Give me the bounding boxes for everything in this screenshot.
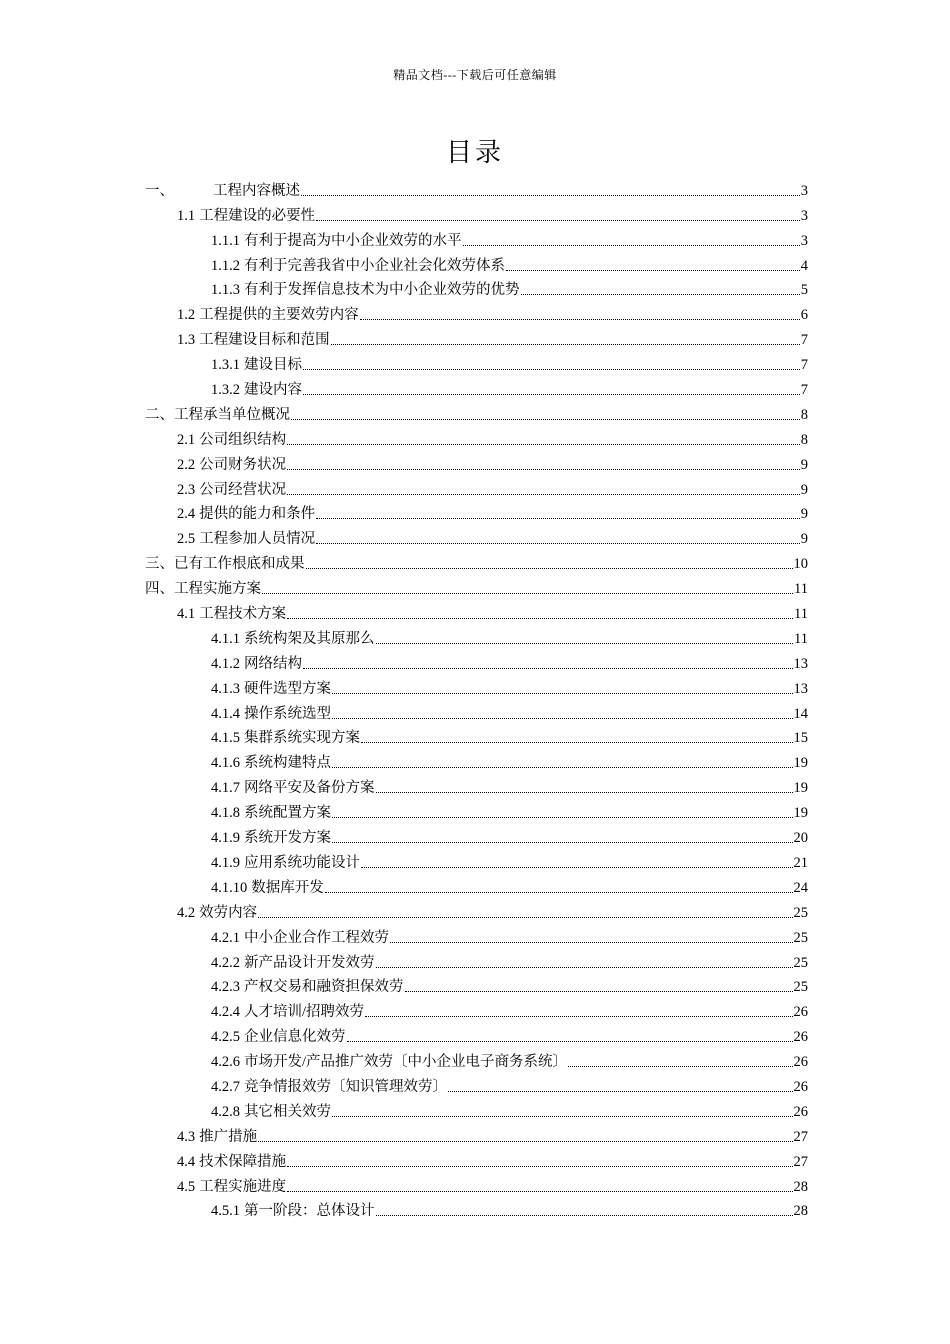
toc-entry[interactable]: [145, 648, 808, 673]
toc-dot-leader: [287, 1166, 792, 1167]
toc-entry-number: 2.5: [177, 531, 196, 548]
toc-dot-leader: [258, 1141, 792, 1142]
toc-dot-leader: [332, 693, 793, 694]
toc-entry-page: 13: [793, 655, 808, 672]
toc-entry-number: 1.1.3: [211, 282, 240, 299]
toc-entry[interactable]: [145, 897, 808, 922]
toc-entry-page: 4: [800, 257, 808, 274]
toc-entry-title: 有利于发挥信息技术为中小企业效劳的优势: [244, 282, 520, 299]
toc-entry[interactable]: [145, 250, 808, 275]
toc-entry[interactable]: [145, 698, 808, 723]
toc-entry-number: 4.2.4: [211, 1004, 240, 1021]
toc-entry[interactable]: [145, 1171, 808, 1196]
toc-entry[interactable]: [145, 747, 808, 772]
toc-entry-number: 4.1: [177, 606, 196, 623]
toc-entry[interactable]: [145, 200, 808, 225]
toc-entry-number: 4.1.3: [211, 680, 240, 697]
toc-entry-page: 14: [793, 705, 808, 722]
toc-entry-page: 9: [800, 506, 808, 523]
toc-entry-number: 1.3: [177, 332, 196, 349]
toc-entry-title: 工程实施进度: [199, 1178, 287, 1195]
toc-entry[interactable]: [145, 996, 808, 1021]
toc-entry-page: 26: [793, 1103, 808, 1120]
toc-dot-leader: [360, 319, 800, 320]
toc-entry-number: 1.1: [177, 207, 196, 224]
toc-entry[interactable]: [145, 847, 808, 872]
toc-entry-number: 2.1: [177, 431, 196, 448]
toc-dot-leader: [301, 195, 800, 196]
toc-entry[interactable]: [145, 225, 808, 250]
toc-entry-number: 二、: [145, 406, 174, 423]
toc-entry-title: 工程建设的必要性: [199, 207, 316, 224]
toc-entry[interactable]: [145, 922, 808, 947]
toc-entry[interactable]: [145, 474, 808, 499]
toc-entry-page: 7: [800, 382, 808, 399]
toc-entry[interactable]: [145, 523, 808, 548]
toc-entry-title: 中小企业合作工程效劳: [244, 929, 389, 946]
toc-entry[interactable]: [145, 573, 808, 598]
toc-entry-page: 28: [793, 1178, 808, 1195]
toc-entry-page: 9: [800, 481, 808, 498]
toc-entry-page: 25: [793, 954, 808, 971]
toc-entry-title: 竞争情报效劳〔知识管理效劳〕: [244, 1078, 447, 1095]
toc-entry-page: 27: [793, 1128, 808, 1145]
toc-entry-page: 10: [793, 556, 808, 573]
toc-entry-page: 19: [793, 755, 808, 772]
toc-entry-title: 公司经营状况: [199, 481, 287, 498]
toc-entry-page: 25: [793, 904, 808, 921]
toc-entry-title: 新产品设计开发效劳: [244, 954, 375, 971]
toc-entry-number: 1.1.1: [211, 232, 240, 249]
toc-dot-leader: [325, 892, 793, 893]
toc-entry-page: 11: [794, 606, 808, 623]
toc-dot-leader: [287, 444, 800, 445]
toc-entry-title: 数据库开发: [251, 879, 324, 896]
toc-entry-page: 3: [800, 207, 808, 224]
toc-dot-leader: [287, 469, 800, 470]
toc-entry-number: 4.2.5: [211, 1029, 240, 1046]
toc-entry-page: 19: [793, 780, 808, 797]
toc-entry-page: 3: [800, 232, 808, 249]
toc-entry[interactable]: [145, 324, 808, 349]
toc-entry-number: 4.1.1: [211, 630, 240, 647]
toc-entry-page: 9: [800, 456, 808, 473]
toc-entry-page: 28: [793, 1203, 808, 1220]
toc-entry-title: 工程承当单位概况: [174, 406, 290, 423]
toc-entry-title: 建设内容: [244, 382, 302, 399]
toc-entry-number: 4.5.1: [211, 1203, 240, 1220]
toc-entry-number: 4.1.2: [211, 655, 240, 672]
toc-entry-page: 9: [800, 531, 808, 548]
toc-entry[interactable]: [145, 872, 808, 897]
toc-entry[interactable]: [145, 374, 808, 399]
toc-entry-page: 21: [793, 854, 808, 871]
toc-dot-leader: [390, 942, 793, 943]
toc-entry-title: 其它相关效劳: [244, 1103, 331, 1120]
toc-entry[interactable]: [145, 797, 808, 822]
toc-entry-number: 4.1.5: [211, 730, 240, 747]
toc-dot-leader: [316, 518, 800, 519]
toc-entry[interactable]: [145, 349, 808, 374]
toc-entry-number: 4.2.3: [211, 979, 240, 996]
toc-entry-page: 24: [793, 879, 808, 896]
toc-entry-page: 7: [800, 357, 808, 374]
toc-dot-leader: [291, 419, 800, 420]
toc-entry-number: 4.1.9: [211, 854, 240, 871]
toc-entry[interactable]: [145, 299, 808, 324]
toc-entry[interactable]: [145, 623, 808, 648]
toc-entry-title: 系统构架及其原那么: [244, 630, 375, 647]
toc-entry[interactable]: [145, 598, 808, 623]
toc-entry-title: 提供的能力和条件: [199, 506, 316, 523]
toc-dot-leader: [316, 220, 800, 221]
toc-entry-page: 26: [793, 1004, 808, 1021]
toc-entry-title: 第一阶段：总体设计: [244, 1203, 375, 1220]
toc-entry-title: 应用系统功能设计: [244, 854, 360, 871]
toc-entry-number: 4.1.10: [211, 879, 248, 896]
toc-dot-leader: [361, 867, 793, 868]
toc-entry-title: 工程参加人员情况: [199, 531, 316, 548]
toc-entry-title: 系统构建特点: [244, 755, 331, 772]
toc-entry-title: 工程技术方案: [199, 606, 287, 623]
toc-dot-leader: [331, 344, 800, 345]
toc-entry[interactable]: [145, 175, 808, 200]
toc-dot-leader: [376, 967, 793, 968]
toc-entry-title: 市场开发/产品推广效劳〔中小企业电子商务系统〕: [244, 1054, 568, 1071]
toc-entry[interactable]: [145, 947, 808, 972]
toc-dot-leader: [303, 668, 793, 669]
toc-dot-leader: [332, 842, 793, 843]
toc-entry-title: 网络平安及备份方案: [244, 780, 375, 797]
toc-entry-number: 一、: [145, 182, 174, 199]
toc-entry-title: 公司组织结构: [199, 431, 287, 448]
toc-entry-page: 3: [800, 182, 808, 199]
toc-dot-leader: [568, 1066, 792, 1067]
page-header: 精品文档---下载后可任意编辑: [393, 68, 557, 82]
toc-entry-number: 2.3: [177, 481, 196, 498]
toc-entry[interactable]: [145, 548, 808, 573]
toc-dot-leader: [405, 991, 793, 992]
toc-dot-leader: [287, 618, 793, 619]
toc-entry-page: 13: [793, 680, 808, 697]
toc-entry[interactable]: [145, 1071, 808, 1096]
toc-entry-title: 已有工作根底和成果: [174, 556, 305, 573]
toc-dot-leader: [521, 294, 800, 295]
toc-dot-leader: [332, 718, 793, 719]
toc-entry-page: 20: [793, 830, 808, 847]
toc-entry[interactable]: [145, 1121, 808, 1146]
toc-dot-leader: [332, 1116, 793, 1117]
toc-dot-leader: [448, 1091, 793, 1092]
toc-entry-page: 26: [793, 1054, 808, 1071]
toc-entry-title: 工程建设目标和范围: [199, 332, 330, 349]
toc-entry-number: 4.2.6: [211, 1054, 240, 1071]
toc-entry-title: 效劳内容: [199, 904, 258, 921]
toc-entry-title: 产权交易和融资担保效劳: [244, 979, 404, 996]
toc-entry-number: 2.2: [177, 456, 196, 473]
toc-entry-number: 4.4: [177, 1153, 196, 1170]
toc-dot-leader: [303, 394, 800, 395]
toc-entry-number: 4.1.8: [211, 805, 240, 822]
toc-dot-leader: [262, 593, 793, 594]
toc-entry-page: 5: [800, 282, 808, 299]
toc-entry-page: 25: [793, 929, 808, 946]
toc-dot-leader: [376, 1215, 793, 1216]
toc-dot-leader: [332, 767, 793, 768]
toc-entry-number: 4.2.7: [211, 1078, 240, 1095]
toc-entry-number: 4.1.9: [211, 830, 240, 847]
toc-entry[interactable]: [145, 723, 808, 748]
toc-dot-leader: [332, 817, 793, 818]
toc-entry-number: 4.1.6: [211, 755, 240, 772]
toc-entry-number: 4.2: [177, 904, 196, 921]
toc-dot-leader: [258, 917, 792, 918]
toc-entry-page: 25: [793, 979, 808, 996]
toc-entry-number: 四、: [145, 581, 174, 598]
toc-dot-leader: [316, 543, 800, 544]
toc-entry[interactable]: [145, 1021, 808, 1046]
toc-entry-number: 三、: [145, 556, 174, 573]
toc-entry[interactable]: [145, 1146, 808, 1171]
toc-entry[interactable]: [145, 399, 808, 424]
toc-entry[interactable]: [145, 673, 808, 698]
toc-entry-title: 硬件选型方案: [244, 680, 331, 697]
toc-dot-leader: [361, 742, 793, 743]
toc-entry-number: 4.3: [177, 1128, 196, 1145]
toc-entry-title: 系统开发方案: [244, 830, 331, 847]
toc-entry[interactable]: [145, 275, 808, 300]
toc-dot-leader: [376, 792, 793, 793]
toc-entry-number: 4.2.1: [211, 929, 240, 946]
toc-entry-number: 1.3.2: [211, 382, 240, 399]
toc-entry-page: 11: [794, 581, 808, 598]
table-of-contents: [145, 175, 808, 1220]
toc-entry-number: 1.1.2: [211, 257, 240, 274]
toc-dot-leader: [306, 568, 793, 569]
toc-entry-page: 11: [794, 630, 808, 647]
toc-entry-number: 1.3.1: [211, 357, 240, 374]
toc-entry-title: 工程实施方案: [174, 581, 261, 598]
toc-entry-title: 集群系统实现方案: [244, 730, 360, 747]
toc-dot-leader: [365, 1016, 792, 1017]
toc-entry[interactable]: [145, 772, 808, 797]
toc-entry-page: 26: [793, 1029, 808, 1046]
toc-entry[interactable]: [145, 499, 808, 524]
toc-entry-title: 网络结构: [244, 655, 302, 672]
toc-entry[interactable]: [145, 449, 808, 474]
toc-entry[interactable]: [145, 822, 808, 847]
toc-entry-title: 操作系统选型: [244, 705, 331, 722]
toc-entry-number: 4.2.8: [211, 1103, 240, 1120]
toc-dot-leader: [506, 270, 800, 271]
toc-entry-page: 8: [800, 431, 808, 448]
toc-entry[interactable]: [145, 424, 808, 449]
toc-entry-page: 8: [800, 406, 808, 423]
toc-entry-title: 工程内容概述: [213, 182, 300, 199]
toc-entry-page: 15: [793, 730, 808, 747]
toc-entry-page: 27: [793, 1153, 808, 1170]
toc-entry-title: 推广措施: [199, 1128, 258, 1145]
toc-entry[interactable]: [145, 1096, 808, 1121]
toc-dot-leader: [376, 643, 794, 644]
toc-entry-title: 系统配置方案: [244, 805, 331, 822]
toc-entry-title: 技术保障措施: [199, 1153, 287, 1170]
toc-entry-title: 工程提供的主要效劳内容: [199, 307, 359, 324]
toc-entry[interactable]: [145, 972, 808, 997]
toc-entry-number: 4.1.4: [211, 705, 240, 722]
toc-dot-leader: [463, 245, 800, 246]
toc-entry-title: 企业信息化效劳: [244, 1029, 346, 1046]
toc-entry-page: 6: [800, 307, 808, 324]
toc-entry-number: 2.4: [177, 506, 196, 523]
toc-entry-title: 人才培训/招聘效劳: [244, 1004, 365, 1021]
toc-entry-number: 1.2: [177, 307, 196, 324]
toc-entry[interactable]: [145, 1196, 808, 1221]
toc-entry-page: 19: [793, 805, 808, 822]
toc-dot-leader: [347, 1041, 793, 1042]
page-title: 目录: [445, 138, 504, 167]
toc-entry-title: 有利于完善我省中小企业社会化效劳体系: [244, 257, 505, 274]
toc-dot-leader: [287, 494, 800, 495]
toc-dot-leader: [303, 369, 800, 370]
toc-entry-page: 26: [793, 1078, 808, 1095]
toc-entry[interactable]: [145, 1046, 808, 1071]
toc-entry-number: 4.1.7: [211, 780, 240, 797]
toc-entry-page: 7: [800, 332, 808, 349]
toc-entry-title: 有利于提高为中小企业效劳的水平: [244, 232, 462, 249]
toc-entry-title: 公司财务状况: [199, 456, 287, 473]
toc-entry-number: 4.5: [177, 1178, 196, 1195]
toc-entry-title: 建设目标: [244, 357, 302, 374]
toc-dot-leader: [287, 1191, 792, 1192]
toc-entry-number: 4.2.2: [211, 954, 240, 971]
